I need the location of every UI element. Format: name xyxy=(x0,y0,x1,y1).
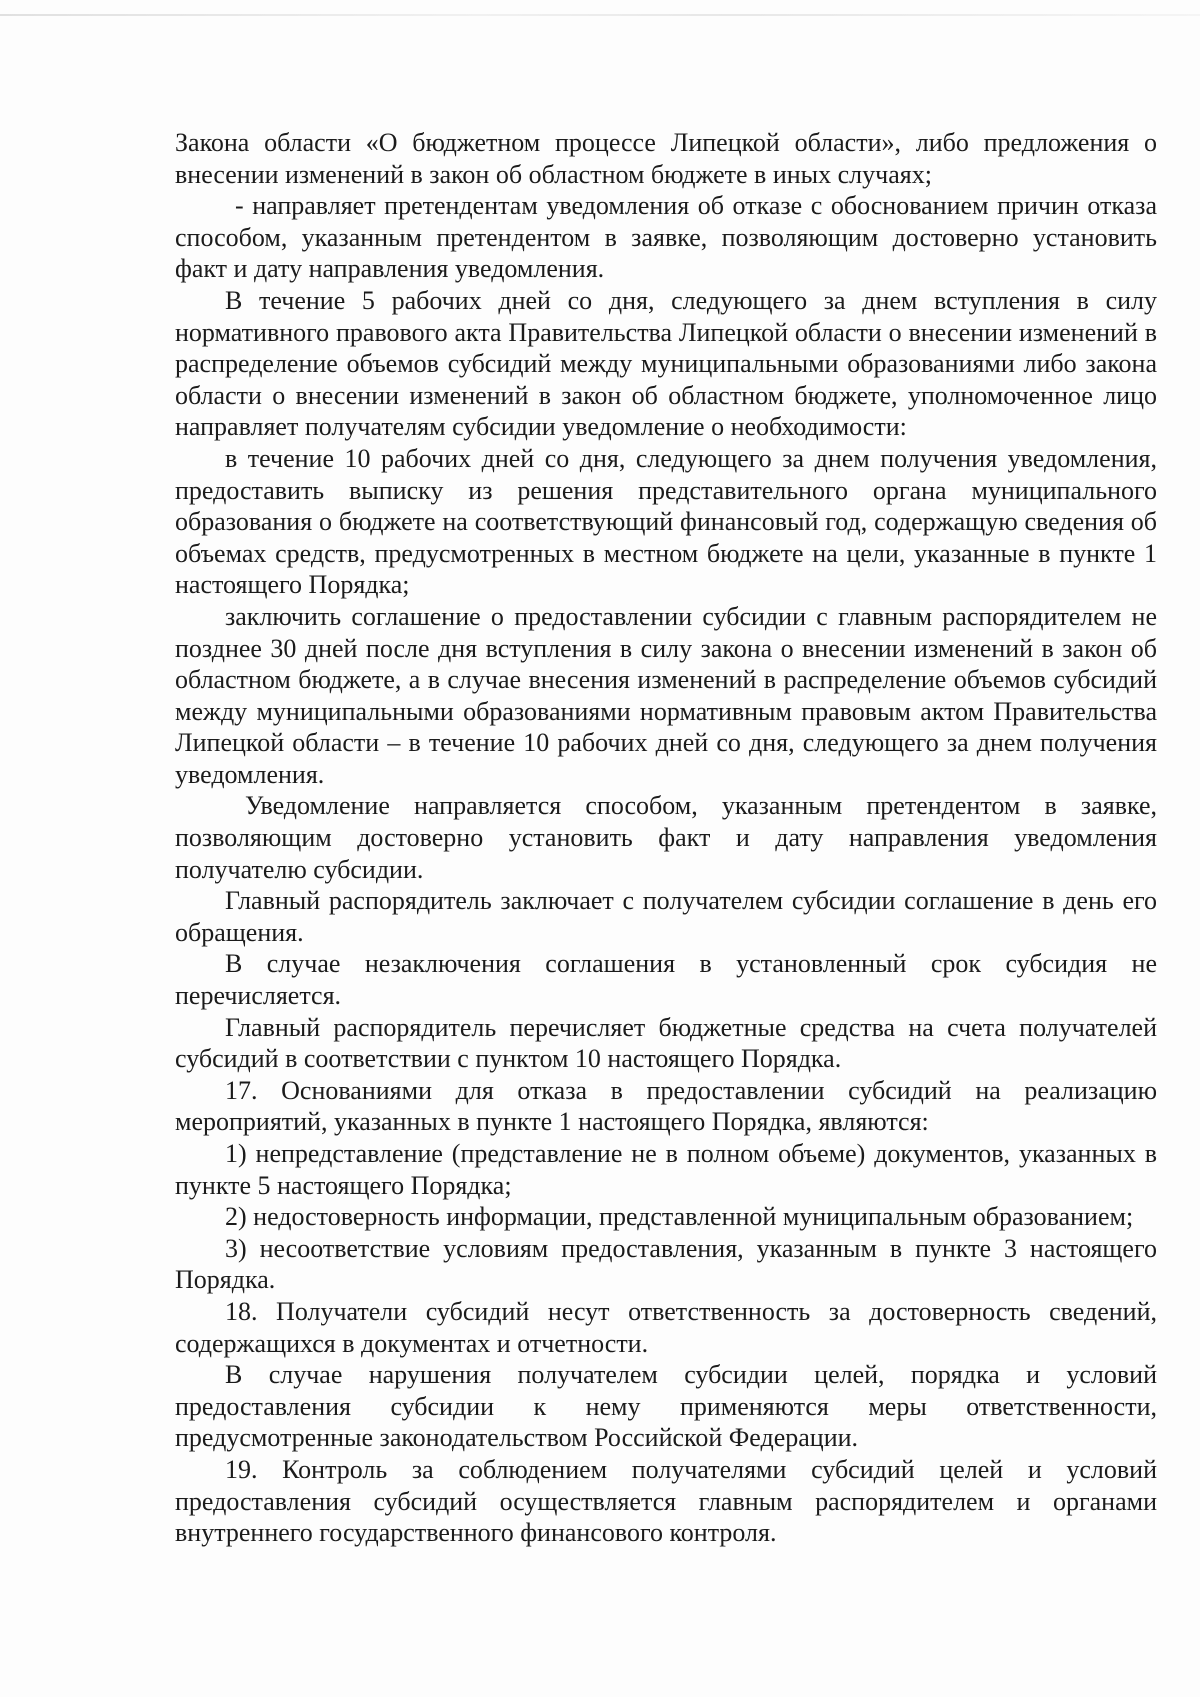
paragraph: Главный распорядитель перечисляет бюджетные средства на счета получателей субсидий в соответствии с пунктом 10 настоящего Порядка. xyxy=(175,1012,1157,1074)
paragraph: Главный распорядитель заключает с получателем субсидии соглашение в день его обращения. xyxy=(175,886,1157,947)
paragraph: В течение 5 рабочих дней со дня, следующего за днем вступления в силу нормативного правового акта Правительства Липецкой области о внесении изменений в распределение объемов субсидий между муниципальными образованиями либо закона области о внесении изменений в закон об областном бюджете, уполномоченное лицо направляет получателям субсидии уведомление о необходимости: xyxy=(175,285,1157,442)
paragraph: В случае нарушения получателем субсидии целей, порядка и условий предоставления субсидии к нему применяются меры ответственности, предусмотренные законодательством Российской Федерации. xyxy=(175,1360,1157,1453)
paragraph: 19. Контроль за соблюдением получателями субсидий целей и условий предоставления субсидий осуществляется главным распорядителем и органами внутреннего государственного финансового контроля. xyxy=(175,1454,1157,1548)
paragraph: - направляет претендентам уведомления об отказе с обоснованием причин отказа способом, указанным претендентом в заявке, позволяющим достоверно установить факт и дату направления уведомления. xyxy=(175,191,1157,284)
paragraph: 17. Основаниями для отказа в предоставлении субсидий на реализацию мероприятий, указанных в пункте 1 настоящего Порядка, являются: xyxy=(175,1075,1157,1137)
scan-edge-line xyxy=(0,14,1200,16)
paragraph: 3) несоответствие условиям предоставления, указанным в пункте 3 настоящего Порядка. xyxy=(175,1233,1157,1295)
paragraph: заключить соглашение о предоставлении субсидии с главным распорядителем не позднее 30 дней после дня вступления в силу закона о внесении изменений в закон об областном бюджете, а в случае внесения изменений в распределение объемов субсидий между муниципальными образованиями нормативным правовым актом Правительства Липецкой области – в течение 10 рабочих дней со дня, следующего за днем получения уведомления. xyxy=(175,601,1157,789)
paragraph: 18. Получатели субсидий несут ответственность за достоверность сведений, содержащихся в документах и отчетности. xyxy=(175,1296,1157,1358)
paragraph: 1) непредставление (представление не в полном объеме) документов, указанных в пункте 5 настоящего Порядка; xyxy=(175,1139,1157,1200)
paragraph: Уведомление направляется способом, указанным претендентом в заявке, позволяющим достоверно установить факт и дату направления уведомления получателю субсидии. xyxy=(175,791,1157,884)
paragraph: 2) недостоверность информации, представленной муниципальным образованием; xyxy=(225,1202,1134,1232)
document-body xyxy=(175,127,1157,1549)
paragraph: Закона области «О бюджетном процессе Липецкой области», либо предложения о внесении изменений в закон об областном бюджете в иных случаях; xyxy=(175,128,1157,189)
paragraph: в течение 10 рабочих дней со дня, следующего за днем получения уведомления, предоставить выписку из решения представительного органа муниципального образования о бюджете на соответствующий финансовый год, содержащую сведения об объемах средств, предусмотренных в местном бюджете на цели, указанные в пункте 1 настоящего Порядка; xyxy=(175,443,1157,600)
paragraph: В случае незаключения соглашения в установленный срок субсидия не перечисляется. xyxy=(175,949,1157,1011)
